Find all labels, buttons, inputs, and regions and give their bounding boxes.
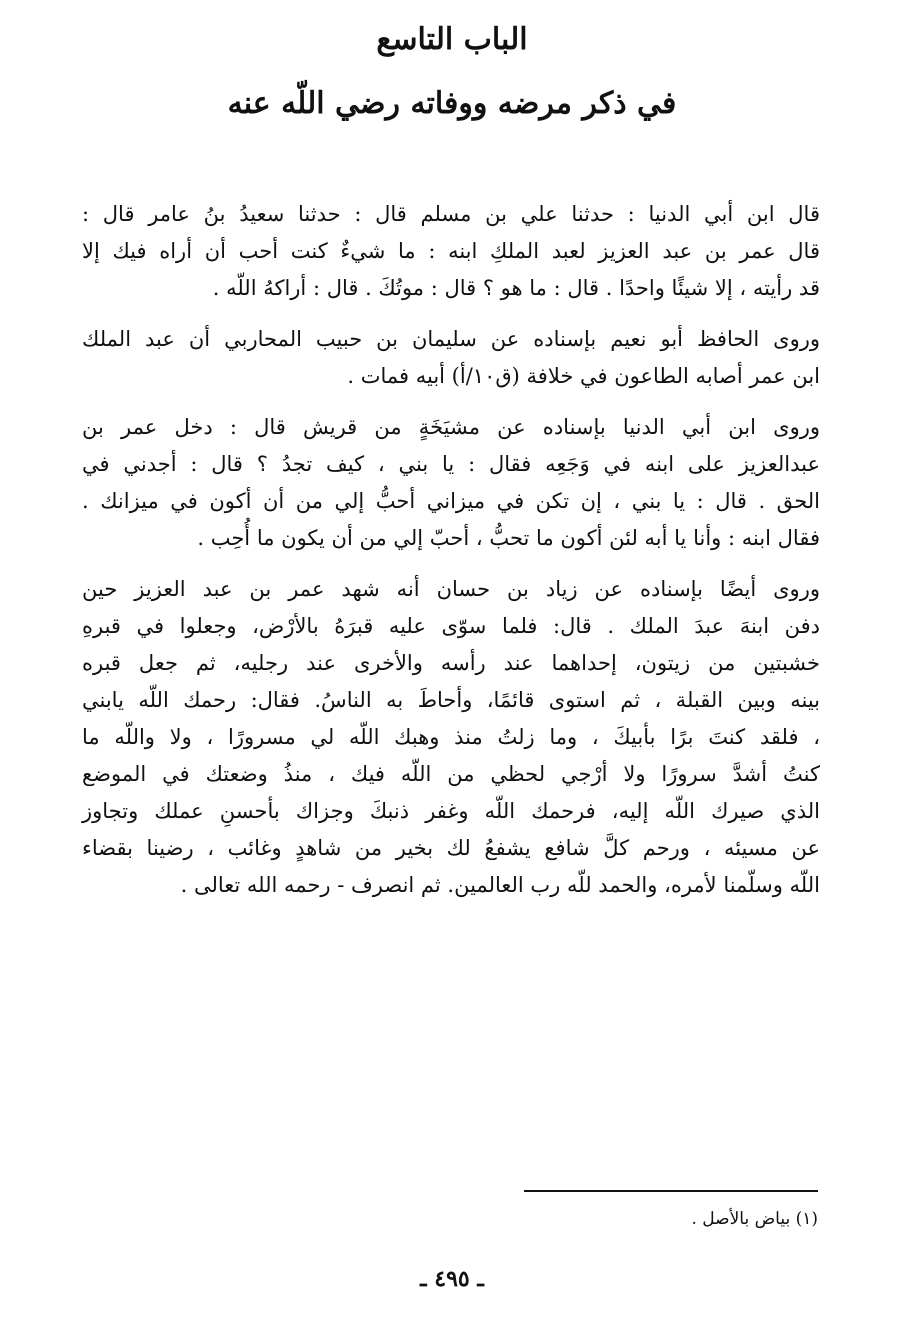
text-line: ابن عمر أصابه الطاعون في خلافة (ق١٠/أ) أبيه فمات . <box>347 364 820 388</box>
paragraph-4 <box>82 571 820 904</box>
text-line: اللّه وسلّمنا لأمره، والحمد للّه رب العالمين. ثم انصرف - رحمه الله تعالى . <box>180 873 820 897</box>
text-line: وروى ابن أبي الدنيا بإسناده عن مشيَخَةٍ من قريش قال : دخل عمر بن <box>82 415 820 439</box>
chapter-title: الباب التاسع <box>376 22 528 57</box>
text-line: الحق . قال : يا بني ، إن تكن في ميزاني أحبُّ إلي من أن أكون في ميزانك . <box>82 489 820 513</box>
paragraph-2 <box>82 321 820 395</box>
text-line: وروى أيضًا بإسناده عن زياد بن حسان أنه شهد عمر بن عبد العزيز حين <box>82 577 820 601</box>
paragraph-3 <box>82 409 820 557</box>
text-line: دفن ابنهَ عبدَ الملك . قال: فلما سوّى عليه قبرَهُ بالأرْض، وجعلوا في قبرهِ <box>82 614 820 638</box>
text-line: الذي صيرك اللّه إليه، فرحمك اللّه وغفر ذنبكَ وجزاك بأحسنِ عملك وتجاوز <box>82 799 820 823</box>
text-line: قال ابن أبي الدنيا : حدثنا علي بن مسلم قال : حدثنا سعيدُ بنُ عامر قال : <box>82 202 820 226</box>
text-line: قال عمر بن عبد العزيز لعبد الملكِ ابنه : ما شيءٌ كنت أحب أن أراه فيك إلا <box>82 239 820 263</box>
paragraph-1 <box>82 196 820 307</box>
text-line: وروى الحافظ أبو نعيم بإسناده عن سليمان بن حبيب المحاربي أن عبد الملك <box>82 327 820 351</box>
text-line: كنتُ أشدَّ سرورًا ولا أرْجي لحظي من اللّه فيك ، منذُ وضعتك في الموضع <box>82 762 820 786</box>
text-line: عبدالعزيز على ابنه في وَجَعِه فقال : يا بني ، كيف تجدُ ؟ قال : أجدني في <box>82 452 820 476</box>
body-text <box>82 196 820 918</box>
text-line: خشبتين من زيتون، إحداهما عند رأسه والأخرى عند رجليه، ثم جعل قبره <box>82 651 820 675</box>
text-line: ، فلقد كنتَ برًا بأبيكَ ، وما زلتُ منذ وهبك اللّه لي مسرورًا ، ولا واللّه ما <box>82 725 820 749</box>
text-line: فقال ابنه : وأنا يا أبه لئن أكون ما تحبُّ ، أحبّ إلي من أن يكون ما أُحِب . <box>197 526 820 550</box>
footnote: (١) بياض بالأصل . <box>691 1209 818 1229</box>
text-line: قد رأيته ، إلا شيئًا واحدًا . قال : ما هو ؟ قال : موتُكَ . قال : أراكهُ اللّه . <box>212 276 820 300</box>
text-line: بينه وبين القبلة ، ثم استوى قائمًا، وأحاطَ به الناسُ. فقال: رحمك اللّه يابني <box>82 688 820 712</box>
page-number: ـ ٤٩٥ ـ <box>420 1266 484 1292</box>
footnote-divider <box>524 1190 818 1192</box>
text-line: عن مسيئه ، ورحم كلَّ شافع يشفعُ لك بخير من شاهدٍ وغائب ، رضينا بقضاء <box>82 836 820 860</box>
chapter-subtitle: في ذكر مرضه ووفاته رضي اللّه عنه <box>227 86 677 121</box>
